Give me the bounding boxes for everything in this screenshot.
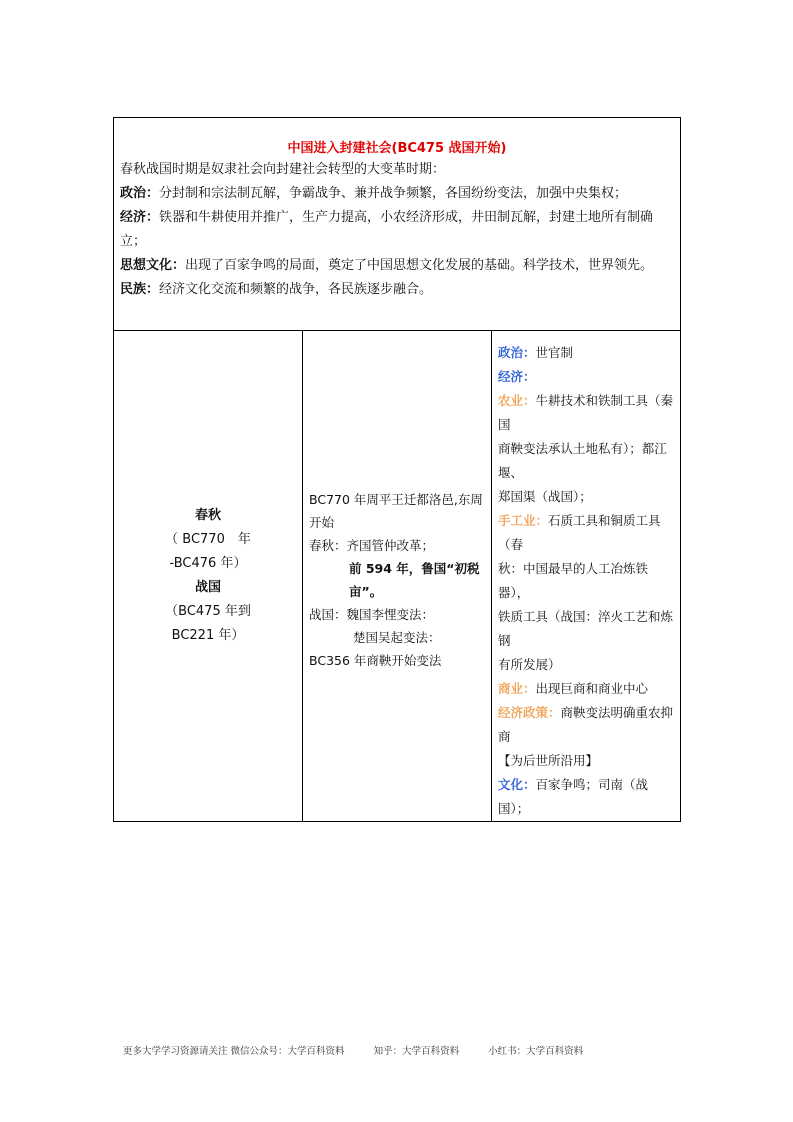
detail-craft-1: 手工业：石质工具和铜质工具（春 <box>498 513 661 552</box>
chunqiu-range-start: （ BC770 年 <box>165 532 251 547</box>
detail-policy-2: 【为后世所沿用】 <box>498 753 599 768</box>
detail-economy: 经济： <box>498 369 536 384</box>
footer-wechat: 更多大学学习资源请关注 微信公众号：大学百科资料 <box>123 1046 345 1057</box>
summary-culture: 思想文化：出现了百家争鸣的局面，奠定了中国思想文化发展的基础。科学技术，世界领先。 <box>120 258 654 273</box>
event-3: 前 594 年，鲁国“初税亩”。 <box>349 561 480 599</box>
period-zhanguo: 战国 <box>194 580 221 595</box>
event-1: BC770 年周平王迁都洛邑,东周开始 <box>309 492 483 530</box>
zhanguo-range-start: （BC475 年到 <box>165 604 251 619</box>
detail-commerce: 商业：出现巨商和商业中心 <box>498 681 649 696</box>
summary-politics: 政治：分封制和宗法制瓦解，争霸战争、兼并战争频繁，各国纷纷变法，加强中央集权； <box>120 186 628 201</box>
summary-economy: 经济：铁器和牛耕使用并推广，生产力提高，小农经济形成，井田制瓦解，封建土地所有制确立； <box>120 210 654 249</box>
events-cell <box>303 331 492 822</box>
details-cell <box>492 331 681 822</box>
period-cell <box>114 331 303 822</box>
footer-zhihu: 知乎：大学百科资料 <box>373 1046 460 1057</box>
detail-agri-2: 商鞅变法承认土地私有）；都江堰、 <box>498 441 667 480</box>
event-4: 战国：魏国李悝变法： <box>309 607 435 622</box>
detail-craft-4: 有所发展） <box>498 657 561 672</box>
detail-agri-3: 郑国渠（战国）； <box>498 489 592 504</box>
summary-cell <box>114 118 681 331</box>
event-2: 春秋：齐国管仲改革； <box>309 538 435 553</box>
summary-ethnic: 民族：经济文化交流和频繁的战争，各民族逐步融合。 <box>120 282 433 297</box>
detail-agri-1: 农业：牛耕技术和铁制工具（秦国 <box>498 393 674 432</box>
detail-craft-2: 秋：中国最早的人工冶炼铁器）， <box>498 561 649 600</box>
event-6: BC356 年商鞅开始变法 <box>309 653 442 668</box>
intro-text: 春秋战国时期是奴隶社会向封建社会转型的大变革时期： <box>120 162 446 177</box>
period-chunqiu: 春秋 <box>194 508 221 523</box>
zhanguo-range-end: BC221 年） <box>171 628 245 643</box>
detail-culture: 文化：百家争鸣；司南（战国）； <box>498 777 649 816</box>
history-table <box>113 117 681 822</box>
detail-politics: 政治：世官制 <box>498 345 574 360</box>
page-footer <box>123 1043 609 1057</box>
table-title: 中国进入封建社会(BC475 战国开始) <box>287 141 507 156</box>
chunqiu-range-end: -BC476 年） <box>169 556 247 571</box>
event-5: 楚国吴起变法： <box>353 630 441 645</box>
detail-craft-3: 铁质工具（战国：淬火工艺和炼钢 <box>498 609 674 648</box>
detail-policy-1: 经济政策：商鞅变法明确重农抑商 <box>498 705 674 744</box>
footer-xiaohongshu: 小红书：大学百科资料 <box>488 1046 584 1057</box>
